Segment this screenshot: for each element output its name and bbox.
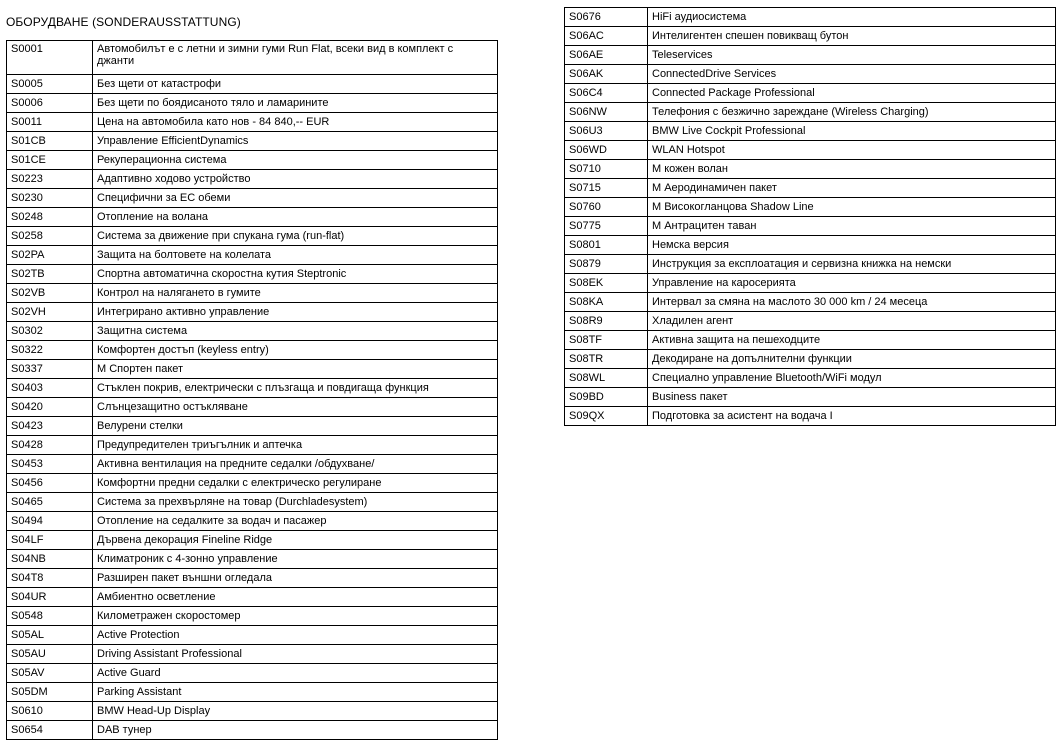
option-description: Активна вентилация на предните седалки /обдухване/ xyxy=(93,455,498,474)
option-description: Управление на каросерията xyxy=(648,274,1056,293)
option-description: Автомобилът е с летни и зимни гуми Run Flat, всеки вид в комплект с джанти xyxy=(93,41,498,75)
option-code: S02VB xyxy=(7,284,93,303)
option-code: S02TB xyxy=(7,265,93,284)
option-code: S0775 xyxy=(565,217,648,236)
option-code: S0230 xyxy=(7,189,93,208)
option-code: S0879 xyxy=(565,255,648,274)
option-code: S0258 xyxy=(7,227,93,246)
option-description: Active Protection xyxy=(93,626,498,645)
table-row xyxy=(565,8,1056,27)
option-description: Стъклен покрив, електрически с плъзгаща и повдигаща функция xyxy=(93,379,498,398)
option-description: Спортна автоматична скоростна кутия Steptronic xyxy=(93,265,498,284)
option-description: WLAN Hotspot xyxy=(648,141,1056,160)
option-description: Система за движение при спукана гума (run-flat) xyxy=(93,227,498,246)
table-row xyxy=(565,407,1056,426)
option-code: S0494 xyxy=(7,512,93,531)
option-description: Амбиентно осветление xyxy=(93,588,498,607)
option-code: S0011 xyxy=(7,113,93,132)
option-description: Специфични за ЕС обеми xyxy=(93,189,498,208)
option-code: S0654 xyxy=(7,721,93,740)
option-code: S08EK xyxy=(565,274,648,293)
table-row xyxy=(7,132,498,151)
table-row xyxy=(7,189,498,208)
option-description: Подготовка за асистент на водача I xyxy=(648,407,1056,426)
option-description: Business пакет xyxy=(648,388,1056,407)
option-code: S0403 xyxy=(7,379,93,398)
option-code: S08TR xyxy=(565,350,648,369)
table-row xyxy=(565,312,1056,331)
table-row xyxy=(7,94,498,113)
option-code: S0302 xyxy=(7,322,93,341)
option-code: S05DM xyxy=(7,683,93,702)
option-code: S06AE xyxy=(565,46,648,65)
option-description: Климатроник с 4-зонно управление xyxy=(93,550,498,569)
table-row xyxy=(7,41,498,75)
option-code: S0610 xyxy=(7,702,93,721)
option-code: S06NW xyxy=(565,103,648,122)
table-row xyxy=(565,331,1056,350)
option-description: Предупредителен триъгълник и аптечка xyxy=(93,436,498,455)
option-code: S06WD xyxy=(565,141,648,160)
option-code: S08KA xyxy=(565,293,648,312)
table-row xyxy=(7,664,498,683)
option-description: Отопление на седалките за водач и пасажер xyxy=(93,512,498,531)
table-row xyxy=(565,84,1056,103)
table-row xyxy=(7,151,498,170)
option-code: S0456 xyxy=(7,474,93,493)
table-row xyxy=(7,569,498,588)
option-description: Контрол на налягането в гумите xyxy=(93,284,498,303)
table-row xyxy=(565,27,1056,46)
table-row xyxy=(7,626,498,645)
table-row xyxy=(7,645,498,664)
option-code: S0465 xyxy=(7,493,93,512)
option-code: S06AK xyxy=(565,65,648,84)
option-description: Комфортни предни седалки с електрическо регулиране xyxy=(93,474,498,493)
option-code: S0428 xyxy=(7,436,93,455)
option-description: Интервал за смяна на маслото 30 000 km / 24 месеца xyxy=(648,293,1056,312)
option-description: Цена на автомобила като нов - 84 840,-- EUR xyxy=(93,113,498,132)
option-description: Дървена декорация Fineline Ridge xyxy=(93,531,498,550)
table-row xyxy=(7,417,498,436)
option-description: Защита на болтовете на колелата xyxy=(93,246,498,265)
option-description: Рекуперационна система xyxy=(93,151,498,170)
option-description: M Спортен пакет xyxy=(93,360,498,379)
option-description: Велурени стелки xyxy=(93,417,498,436)
option-code: S02PA xyxy=(7,246,93,265)
option-description: Телефония с безжично зареждане (Wireless Charging) xyxy=(648,103,1056,122)
table-row xyxy=(7,398,498,417)
option-code: S0715 xyxy=(565,179,648,198)
table-row xyxy=(7,379,498,398)
option-code: S0006 xyxy=(7,94,93,113)
option-description: Защитна система xyxy=(93,322,498,341)
table-row xyxy=(7,75,498,94)
option-description: BMW Head-Up Display xyxy=(93,702,498,721)
option-code: S0248 xyxy=(7,208,93,227)
option-description: Разширен пакет външни огледала xyxy=(93,569,498,588)
option-description: Интелигентен спешен повикващ бутон xyxy=(648,27,1056,46)
option-description: Parking Assistant xyxy=(93,683,498,702)
option-code: S06C4 xyxy=(565,84,648,103)
table-row xyxy=(565,198,1056,217)
option-description: Слънцезащитно остъкляване xyxy=(93,398,498,417)
option-description: Адаптивно ходово устройство xyxy=(93,170,498,189)
option-code: S02VH xyxy=(7,303,93,322)
option-description: M Антрацитен таван xyxy=(648,217,1056,236)
table-row xyxy=(565,46,1056,65)
table-row xyxy=(7,702,498,721)
option-description: Интегрирано активно управление xyxy=(93,303,498,322)
option-code: S04T8 xyxy=(7,569,93,588)
option-description: Хладилен агент xyxy=(648,312,1056,331)
option-description: Километражен скоростомер xyxy=(93,607,498,626)
option-description: Отопление на волана xyxy=(93,208,498,227)
table-row xyxy=(7,550,498,569)
option-code: S04LF xyxy=(7,531,93,550)
option-description: Active Guard xyxy=(93,664,498,683)
option-code: S0676 xyxy=(565,8,648,27)
table-row xyxy=(565,103,1056,122)
option-code: S08R9 xyxy=(565,312,648,331)
table-row xyxy=(7,607,498,626)
option-code: S0710 xyxy=(565,160,648,179)
option-code: S09BD xyxy=(565,388,648,407)
option-code: S08TF xyxy=(565,331,648,350)
table-row xyxy=(7,493,498,512)
table-row xyxy=(565,274,1056,293)
option-description: Специално управление Bluetooth/WiFi модул xyxy=(648,369,1056,388)
option-description: Комфортен достъп (keyless entry) xyxy=(93,341,498,360)
option-code: S01CE xyxy=(7,151,93,170)
table-row xyxy=(7,683,498,702)
table-row xyxy=(7,455,498,474)
option-code: S05AV xyxy=(7,664,93,683)
table-row xyxy=(7,208,498,227)
option-code: S0223 xyxy=(7,170,93,189)
table-row xyxy=(7,588,498,607)
option-description: Немска версия xyxy=(648,236,1056,255)
table-row xyxy=(565,179,1056,198)
option-code: S0801 xyxy=(565,236,648,255)
option-code: S0760 xyxy=(565,198,648,217)
option-code: S06U3 xyxy=(565,122,648,141)
option-code: S05AU xyxy=(7,645,93,664)
option-code: S0423 xyxy=(7,417,93,436)
table-row xyxy=(7,341,498,360)
table-row xyxy=(565,255,1056,274)
option-description: Система за прехвърляне на товар (Durchladesystem) xyxy=(93,493,498,512)
option-code: S0453 xyxy=(7,455,93,474)
table-row xyxy=(7,474,498,493)
table-row xyxy=(7,721,498,740)
option-code: S0001 xyxy=(7,41,93,75)
table-row xyxy=(7,531,498,550)
option-code: S05AL xyxy=(7,626,93,645)
equipment-table-left xyxy=(6,40,498,740)
table-row xyxy=(565,65,1056,84)
table-row xyxy=(7,360,498,379)
table-row xyxy=(565,369,1056,388)
option-description: Инструкция за експлоатация и сервизна книжка на немски xyxy=(648,255,1056,274)
option-description: HiFi аудиосистема xyxy=(648,8,1056,27)
table-row xyxy=(7,436,498,455)
page-title: ОБОРУДВАНЕ (SONDERAUSSTATTUNG) xyxy=(6,15,241,29)
table-row xyxy=(7,113,498,132)
option-description: Без щети от катастрофи xyxy=(93,75,498,94)
option-code: S08WL xyxy=(565,369,648,388)
table-row xyxy=(7,284,498,303)
option-description: Управление EfficientDynamics xyxy=(93,132,498,151)
option-code: S09QX xyxy=(565,407,648,426)
option-code: S0420 xyxy=(7,398,93,417)
table-row xyxy=(565,236,1056,255)
table-row xyxy=(7,303,498,322)
option-code: S0005 xyxy=(7,75,93,94)
option-description: M Аеродинамичен пакет xyxy=(648,179,1056,198)
table-row xyxy=(565,160,1056,179)
table-row xyxy=(7,265,498,284)
option-description: M кожен волан xyxy=(648,160,1056,179)
option-code: S0548 xyxy=(7,607,93,626)
table-row xyxy=(565,388,1056,407)
option-code: S04UR xyxy=(7,588,93,607)
equipment-table-right xyxy=(564,7,1056,426)
option-description: Connected Package Professional xyxy=(648,84,1056,103)
option-description: Driving Assistant Professional xyxy=(93,645,498,664)
option-code: S01CB xyxy=(7,132,93,151)
table-row xyxy=(7,512,498,531)
option-description: BMW Live Cockpit Professional xyxy=(648,122,1056,141)
option-description: Активна защита на пешеходците xyxy=(648,331,1056,350)
table-row xyxy=(565,217,1056,236)
option-code: S04NB xyxy=(7,550,93,569)
table-row xyxy=(7,322,498,341)
table-row xyxy=(7,246,498,265)
option-description: Teleservices xyxy=(648,46,1056,65)
table-row xyxy=(7,227,498,246)
table-row xyxy=(565,350,1056,369)
table-row xyxy=(565,122,1056,141)
option-code: S0337 xyxy=(7,360,93,379)
table-row xyxy=(565,293,1056,312)
table-row xyxy=(7,170,498,189)
option-description: Декодиране на допълнителни функции xyxy=(648,350,1056,369)
option-code: S06AC xyxy=(565,27,648,46)
option-description: ConnectedDrive Services xyxy=(648,65,1056,84)
option-description: M Високогланцова Shadow Line xyxy=(648,198,1056,217)
option-description: DAB тунер xyxy=(93,721,498,740)
option-description: Без щети по боядисаното тяло и ламарините xyxy=(93,94,498,113)
table-row xyxy=(565,141,1056,160)
option-code: S0322 xyxy=(7,341,93,360)
